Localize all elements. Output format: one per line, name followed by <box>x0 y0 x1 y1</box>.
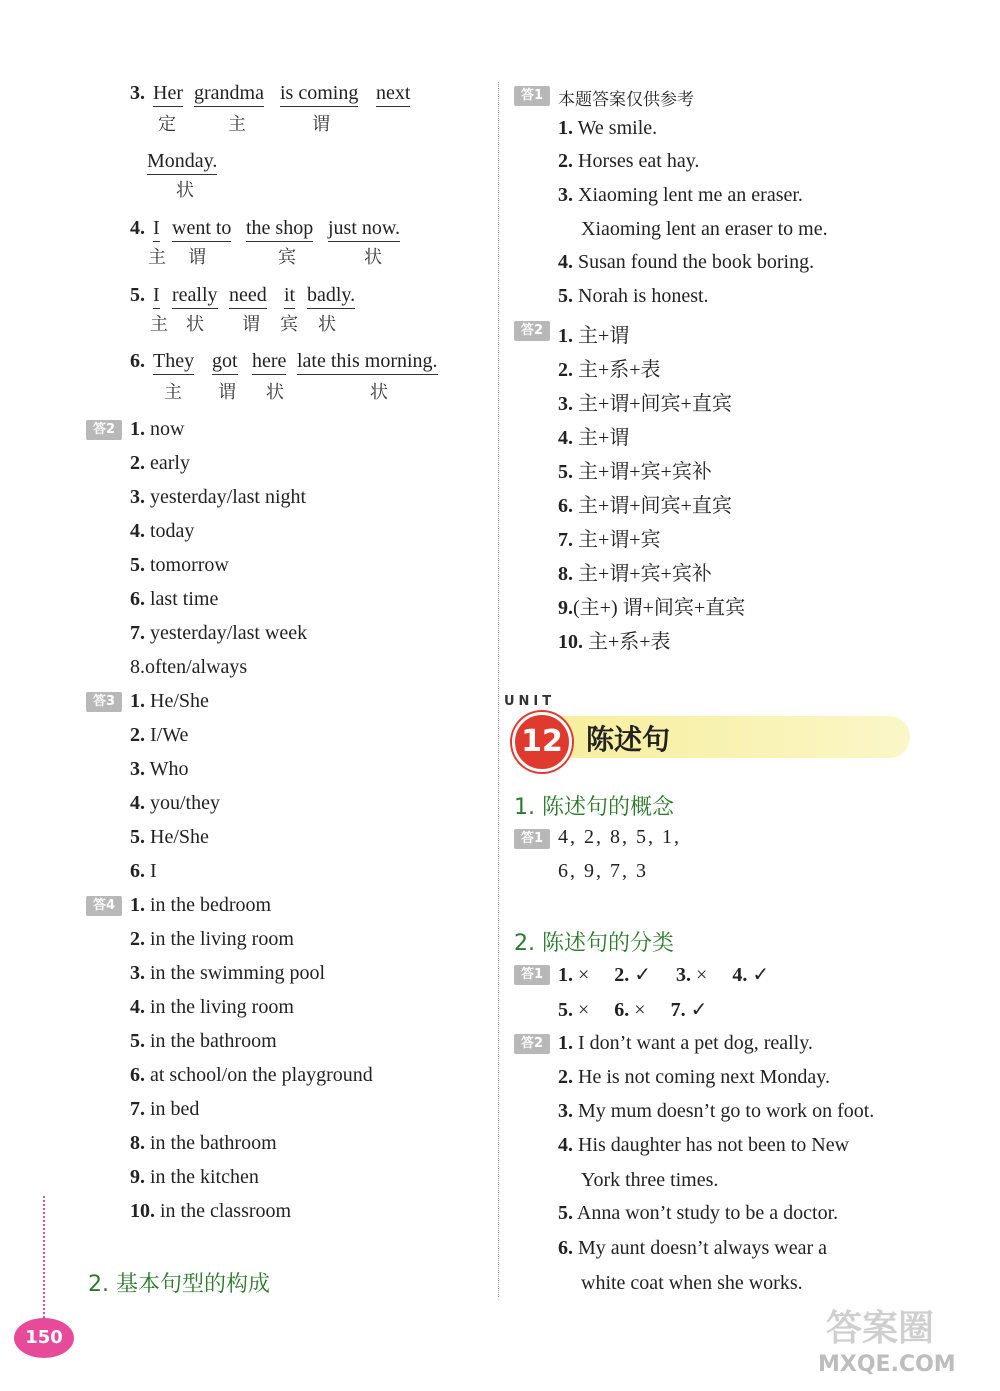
item-text: in the living room <box>150 928 294 950</box>
item-text: 主+谓+间宾+直宾 <box>578 495 732 517</box>
item-number: 7. <box>558 529 573 551</box>
grammar-label: 主 <box>150 314 168 335</box>
item-number: 5. <box>558 999 573 1021</box>
item-number: 8. <box>130 1132 145 1154</box>
section-heading: 2. 基本句型的构成 <box>88 1272 270 1297</box>
item-number: 6. <box>130 350 145 372</box>
page-number-dots <box>43 1196 45 1318</box>
item-text: York three times. <box>581 1169 719 1191</box>
answer-badge: 答4 <box>86 896 122 916</box>
grammar-label: 状 <box>370 382 388 403</box>
item-text: Horses eat hay. <box>578 150 700 172</box>
list-item <box>558 591 745 620</box>
answer-badge: 答2 <box>514 1034 550 1054</box>
list-item <box>130 418 184 441</box>
grammar-label: 状 <box>176 180 194 201</box>
unit-number-badge: 12 <box>512 712 572 772</box>
grammar-label: 主 <box>164 382 182 403</box>
item-text: 主+谓+宾 <box>578 529 661 551</box>
list-item <box>130 1166 259 1189</box>
item-number: 2. <box>558 1066 573 1088</box>
list-item <box>558 184 803 207</box>
list-item <box>130 1200 291 1223</box>
item-number: 6. <box>558 495 573 517</box>
grammar-label: 状 <box>318 314 336 335</box>
item-text: in the classroom <box>160 1200 292 1222</box>
answer-badge: 答2 <box>514 321 550 341</box>
item-number: 5. <box>558 1202 573 1224</box>
list-item <box>558 387 732 416</box>
item-text: 主+谓 <box>578 325 630 347</box>
item-text: today <box>150 520 195 542</box>
list-item <box>558 1202 838 1225</box>
item-number: 5. <box>130 284 145 306</box>
item-text: 主+谓+宾+宾补 <box>578 461 712 483</box>
item-number: 1. <box>558 1032 573 1054</box>
item-text: in the bedroom <box>150 894 272 916</box>
answer-badge: 答1 <box>514 86 550 106</box>
item-text: 主+谓 <box>578 427 630 449</box>
item-number: 1. <box>130 418 145 440</box>
item-text: My mum doesn’t go to work on foot. <box>578 1100 875 1122</box>
list-item <box>558 455 712 484</box>
item-text: He is not coming next Monday. <box>578 1066 831 1088</box>
item-number: 2. <box>558 150 573 172</box>
watermark-url: MXQE.COM <box>818 1352 956 1377</box>
item-number: 10. <box>130 1200 155 1222</box>
item-text: Anna won’t study to be a doctor. <box>576 1202 839 1224</box>
word: need <box>229 284 267 309</box>
cross-mark: × <box>634 999 646 1021</box>
item-number: 1. <box>130 690 145 712</box>
item-text: I <box>150 860 157 882</box>
item-number: 4. <box>558 427 573 449</box>
item-text: 主+系+表 <box>578 359 661 381</box>
item-number: 8. <box>558 563 573 585</box>
grammar-label: 宾 <box>278 247 296 268</box>
item-number: 4. <box>732 964 748 986</box>
item-text: 主+谓+间宾+直宾 <box>578 393 732 415</box>
item-text: in the bathroom <box>150 1030 277 1052</box>
item-number: 5. <box>130 554 145 576</box>
list-item <box>558 1237 827 1260</box>
item-number: 3. <box>130 758 145 780</box>
list-item <box>581 218 828 241</box>
item-number: 3. <box>130 82 145 104</box>
word: grandma <box>194 82 264 107</box>
item-text: He/She <box>150 690 209 712</box>
cross-mark: × <box>578 999 590 1021</box>
word: it <box>284 284 295 309</box>
item-number: 7. <box>130 622 145 644</box>
word: here <box>252 350 286 375</box>
item-number: 6. <box>614 999 630 1021</box>
item-number: 2. <box>130 928 145 950</box>
item-number: 7. <box>130 1098 145 1120</box>
section-heading: 1. 陈述句的概念 <box>514 795 674 820</box>
word: next <box>376 82 410 107</box>
item-text: white coat when she works. <box>581 1272 803 1294</box>
item-text: Who <box>149 758 189 780</box>
answer-badge: 答2 <box>86 420 122 440</box>
item-text: yesterday/last week <box>150 622 308 644</box>
word: got <box>212 350 238 375</box>
list-item <box>558 1100 874 1123</box>
item-text: yesterday/last night <box>150 486 307 508</box>
grammar-label: 主 <box>148 247 166 268</box>
item-text: I/We <box>150 724 189 746</box>
word: really <box>172 284 218 309</box>
list-item <box>581 1169 718 1192</box>
item-number: 6. <box>558 1237 573 1259</box>
word: Monday. <box>147 150 217 175</box>
cross-mark: × <box>696 964 708 986</box>
unit-title: 陈述句 <box>586 723 671 756</box>
item-number: 4. <box>558 1134 573 1156</box>
item-text: early <box>150 452 190 474</box>
item-number: 3. <box>558 393 573 415</box>
item-number: 6. <box>130 860 145 882</box>
item-text: last time <box>150 588 219 610</box>
list-item <box>130 826 209 849</box>
item-number: 7. <box>670 999 686 1021</box>
list-item <box>130 452 190 475</box>
answer-line: 4, 2, 8, 5, 1, <box>558 826 681 848</box>
list-item <box>130 1030 277 1053</box>
item-text: We smile. <box>577 117 658 139</box>
item-number: 3. <box>130 486 145 508</box>
grammar-label: 状 <box>266 382 284 403</box>
word: I <box>153 217 160 242</box>
item-number: 10. <box>558 631 583 653</box>
item-number: 8. <box>130 656 145 678</box>
item-text: 主+系+表 <box>588 631 671 653</box>
grammar-label: 主 <box>228 114 246 135</box>
item-text: in bed <box>150 1098 200 1120</box>
item-number: 3. <box>558 184 573 206</box>
list-item <box>558 625 671 654</box>
item-text: often/always <box>145 656 248 678</box>
list-item <box>558 489 732 518</box>
item-text: at school/on the playground <box>150 1064 373 1086</box>
watermark-logo: 答案圈 <box>826 1308 935 1349</box>
judgement-row <box>558 962 769 987</box>
grammar-label: 定 <box>158 114 176 135</box>
item-text: in the swimming pool <box>150 962 325 984</box>
list-item <box>130 758 189 781</box>
item-number: 5. <box>130 826 145 848</box>
list-item <box>558 353 661 382</box>
item-number: 5. <box>558 285 573 307</box>
list-item <box>130 724 188 747</box>
page-number: 150 <box>14 1318 74 1358</box>
answer-note: 本题答案仅供参考 <box>558 90 694 110</box>
column-divider <box>498 82 499 1297</box>
item-number: 2. <box>130 724 145 746</box>
word: just now. <box>328 217 400 242</box>
list-item <box>130 962 325 985</box>
item-text: now <box>150 418 185 440</box>
item-text: He/She <box>150 826 209 848</box>
item-number: 6. <box>130 588 145 610</box>
item-text: Norah is honest. <box>578 285 709 307</box>
grammar-label: 状 <box>186 314 204 335</box>
item-text: Xiaoming lent an eraser to me. <box>581 218 828 240</box>
check-mark: ✓ <box>690 999 708 1021</box>
list-item <box>558 319 629 348</box>
list-item <box>558 285 709 308</box>
list-item <box>558 251 814 274</box>
item-number: 3. <box>676 964 692 986</box>
list-item <box>130 520 194 543</box>
item-text: My aunt doesn’t always wear a <box>578 1237 828 1259</box>
item-number: 3. <box>558 1100 573 1122</box>
item-text: in the living room <box>150 996 294 1018</box>
check-mark: ✓ <box>752 964 770 986</box>
unit-label: UNIT <box>504 694 556 709</box>
list-item <box>558 421 629 450</box>
word: is coming <box>280 82 358 107</box>
item-text: 主+谓+宾+宾补 <box>578 563 712 585</box>
item-number: 5. <box>558 461 573 483</box>
item-text: Xiaoming lent me an eraser. <box>578 184 803 206</box>
item-number: 4. <box>130 217 145 239</box>
list-item <box>558 523 661 552</box>
list-item <box>558 150 699 173</box>
answer-badge: 答1 <box>514 829 550 849</box>
list-item <box>558 1134 849 1157</box>
word: badly. <box>307 284 355 309</box>
grammar-label: 谓 <box>218 382 236 403</box>
item-number: 2. <box>558 359 573 381</box>
item-number: 5. <box>130 1030 145 1052</box>
grammar-label: 谓 <box>242 314 260 335</box>
list-item <box>581 1272 803 1295</box>
list-item <box>130 860 157 883</box>
item-number: 9. <box>130 1166 145 1188</box>
word: I <box>153 284 160 309</box>
word: the shop <box>246 217 313 242</box>
item-number: 6. <box>130 1064 145 1086</box>
item-number: 1. <box>130 894 145 916</box>
item-number: 1. <box>558 117 573 139</box>
list-item <box>130 1098 199 1121</box>
item-number: 1. <box>558 964 573 986</box>
grammar-label: 谓 <box>312 114 330 135</box>
item-number: 4. <box>558 251 573 273</box>
list-item <box>558 557 712 586</box>
cross-mark: × <box>578 964 590 986</box>
list-item <box>130 1064 373 1087</box>
list-item <box>130 996 294 1019</box>
item-number: 1. <box>558 325 573 347</box>
item-text: in the kitchen <box>150 1166 259 1188</box>
item-number: 4. <box>130 996 145 1018</box>
list-item <box>130 486 306 509</box>
list-item <box>130 656 247 679</box>
grammar-label: 状 <box>364 247 382 268</box>
list-item <box>130 928 294 951</box>
item-text: I don’t want a pet dog, really. <box>578 1032 813 1054</box>
item-number: 9. <box>558 597 573 619</box>
item-number: 4. <box>130 792 145 814</box>
list-item <box>130 894 271 917</box>
item-text: Susan found the book boring. <box>578 251 815 273</box>
list-item <box>130 792 220 815</box>
answer-badge: 答3 <box>86 692 122 712</box>
judgement-row <box>558 997 707 1022</box>
item-number: 2. <box>130 452 145 474</box>
grammar-label: 宾 <box>280 314 298 335</box>
list-item <box>130 1132 277 1155</box>
list-item <box>130 690 209 713</box>
list-item <box>558 1032 813 1055</box>
item-text: in the bathroom <box>150 1132 277 1154</box>
item-number: 2. <box>614 964 630 986</box>
section-heading: 2. 陈述句的分类 <box>514 931 674 956</box>
list-item <box>558 1066 830 1089</box>
word: late this morning. <box>297 350 438 375</box>
list-item <box>558 117 657 140</box>
check-mark: ✓ <box>634 964 652 986</box>
item-text: (主+) 谓+间宾+直宾 <box>573 597 746 619</box>
item-text: you/they <box>150 792 220 814</box>
list-item <box>130 622 307 645</box>
item-text: tomorrow <box>150 554 229 576</box>
word: went to <box>172 217 231 242</box>
list-item <box>130 588 218 611</box>
word: They <box>153 350 194 375</box>
answer-line: 6, 9, 7, 3 <box>558 860 648 882</box>
item-text: His daughter has not been to New <box>578 1134 850 1156</box>
item-number: 3. <box>130 962 145 984</box>
grammar-label: 谓 <box>188 247 206 268</box>
word: Her <box>153 82 183 107</box>
answer-badge: 答1 <box>514 965 550 985</box>
item-number: 4. <box>130 520 145 542</box>
list-item <box>130 554 229 577</box>
